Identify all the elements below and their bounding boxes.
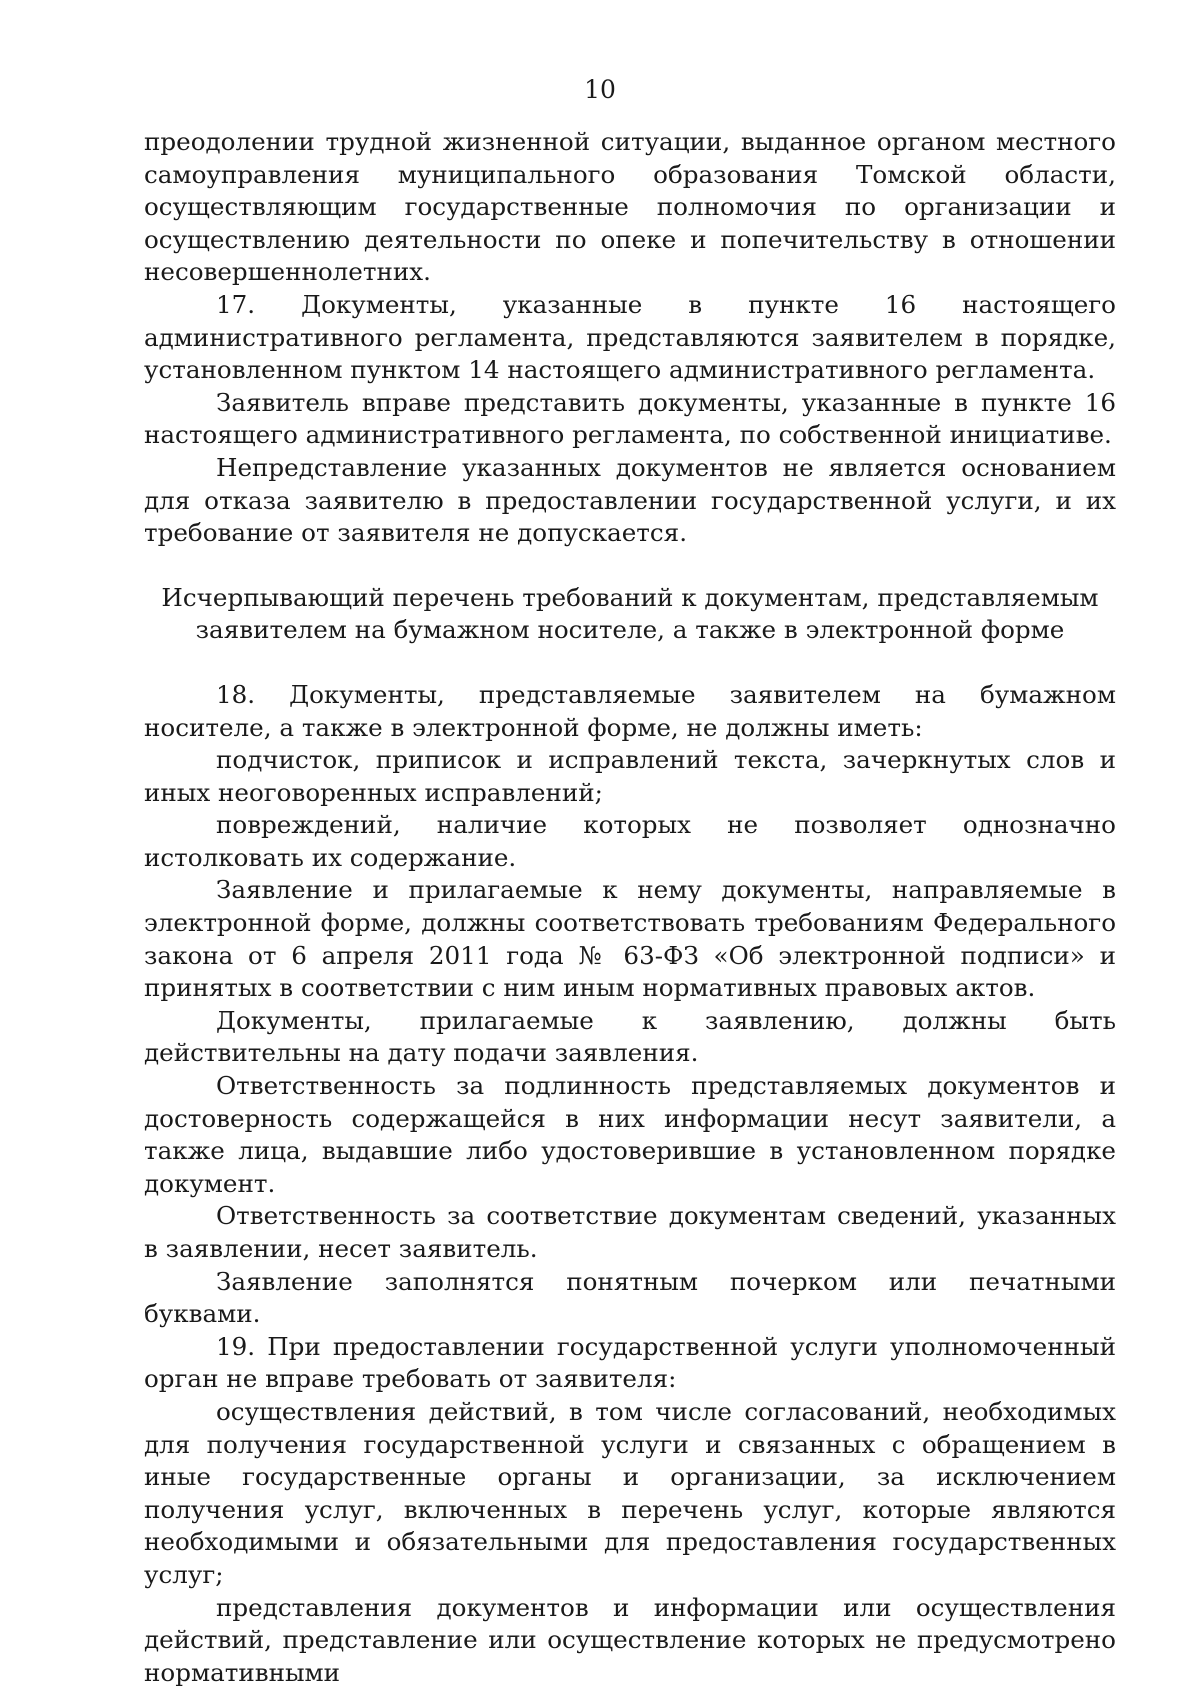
section-heading [144, 550, 1116, 679]
paragraph-authenticity: Ответственность за подлинность представляемых документов и достоверность содержащейся в них информации несут заявители, а также лица, выдавшие либо удостоверившие в установленном порядке документ. [144, 1071, 1116, 1198]
paragraph-erasures: подчисток, приписок и исправлений текста, зачеркнутых слов и иных неоговоренных исправлений; [144, 745, 1116, 807]
paragraph-damages: повреждений, наличие которых не позволяет однозначно истолковать их содержание. [144, 810, 1116, 872]
section-heading-line-1: Исчерпывающий перечень требований к документам, представляемым [161, 582, 1099, 612]
paragraph-continuation: преодолении трудной жизненной ситуации, выданное органом местного самоуправления муниципального образования Томской области, осуществляющим государственные полномочия по организации и осуществлению деятельности по опеке и попечительству в отношении несовершеннолетних. [144, 127, 1116, 287]
paragraph-responsibility: Ответственность за соответствие документам сведений, указанных в заявлении, несет заявитель. [144, 1201, 1116, 1263]
paragraph-handwriting: Заявление заполнятся понятным почерком или печатными буквами. [144, 1266, 1116, 1329]
paragraph-18: 18. Документы, представляемые заявителем на бумажном носителе, а также в электронной форме, не должны иметь: [144, 679, 1116, 742]
page-number: 10 [584, 75, 616, 104]
paragraph-documents-info: представления документов и информации или осуществления действий, представление или осуществление которых не предусмотрено нормативными [144, 1592, 1116, 1687]
paragraph-17: 17. Документы, указанные в пункте 16 настоящего административного регламента, представляются заявителем в порядке, установленном пунктом 14 настоящего административного регламента. [144, 289, 1116, 385]
paragraph-actions: осуществления действий, в том числе согласований, необходимых для получения государственной услуги и связанных с обращением в иные государственные органы и организации, за исключением получения услуг, включенных в перечень услуг, которые являются необходимыми и обязательными для предоставления государственных услуг; [144, 1396, 1116, 1589]
paragraph-electronic-form: Заявление и прилагаемые к нему документы, направляемые в электронной форме, должны соответствовать требованиям Федерального закона от 6 апреля 2011 года № 63-ФЗ «Об электронной подписи» и принятых в соответствии с ним иным нормативных правовых актов. [144, 875, 1116, 1003]
section-heading-line-2: заявителем на бумажном носителе, а также в электронной форме [195, 615, 1065, 645]
paragraph-19: 19. При предоставлении государственной услуги уполномоченный орган не вправе требовать от заявителя: [144, 1331, 1116, 1394]
document-body [144, 126, 1116, 1689]
paragraph-applicant-right: Заявитель вправе представить документы, указанные в пункте 16 настоящего административного регламента, по собственной инициативе. [144, 387, 1116, 450]
paragraph-non-submission: Непредставление указанных документов не является основанием для отказа заявителю в предоставлении государственной услуги, и их требование от заявителя не допускается. [144, 452, 1116, 548]
paragraph-validity: Документы, прилагаемые к заявлению, должны быть действительны на дату подачи заявления. [144, 1005, 1116, 1068]
